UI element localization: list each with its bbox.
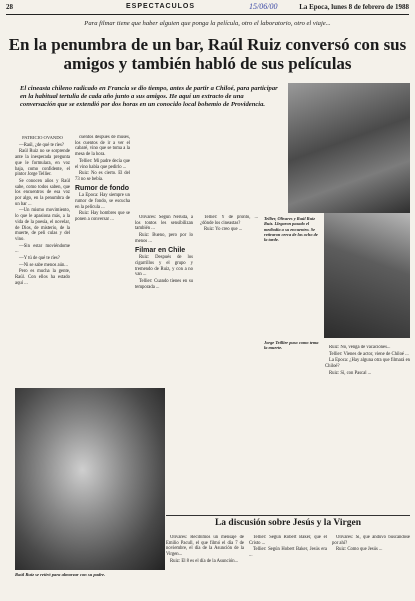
paragraph: Ruiz: Sí, con Pascal ... bbox=[329, 370, 372, 376]
paragraph: —Y tú de qué te ríes? bbox=[19, 256, 60, 262]
sidebar-column-2 bbox=[249, 535, 327, 599]
sidebar-column-3 bbox=[332, 535, 410, 599]
header-rule bbox=[6, 14, 409, 15]
paragraph: La Epoca: ¿Hay alguna otra que filmará en Chiloé? bbox=[325, 358, 410, 370]
photo-caption-b: Jorge Teillier puso como tema la muerte. bbox=[264, 340, 319, 351]
paragraph: Tellier: Según Hobert Baker, Jesús era ... bbox=[249, 547, 327, 559]
paragraph: Ruiz: Como que Jesús ... bbox=[336, 547, 383, 553]
paragraph: Ruiz: No, venga de vacaciones... bbox=[329, 345, 391, 350]
paragraph: —Ni se sabe menos aún... bbox=[19, 262, 68, 268]
section-title: ESPECTACULOS bbox=[126, 3, 196, 10]
paragraph: Ruiz: Hay hombres que se ponen a conversar ... bbox=[75, 211, 130, 223]
paragraph: —Raúl, ¿de qué te ríes? bbox=[19, 142, 64, 148]
issue-date: La Epoca, lunes 8 de febrero de 1988 bbox=[299, 3, 409, 11]
paragraph: Olivares: Según Neruda, a los tontos les sensibilizan también ... bbox=[135, 215, 193, 232]
subhead-rumor: Rumor de fondo bbox=[75, 184, 130, 192]
article-lede: El cineasta chileno radicado en Francia se dio tiempo, antes de partir a Chiloé, para participar en la habitual tertulia de cada año junto a sus amigos. He aquí un extracto de una conversación que se extendió por dos horas en un conocido local bohemio de Providencia. bbox=[20, 85, 278, 109]
article-column-5 bbox=[325, 345, 410, 510]
photo-bar-meeting bbox=[288, 83, 410, 213]
paragraph: Tellier: Cuando tienes en su temporada ... bbox=[135, 279, 193, 290]
page-number: 28 bbox=[6, 3, 13, 11]
paragraph: Se conocen años y Raúl sabe, como todos saben, que los encuentros de esa voz por algo, en la penumbra de un bar ... bbox=[15, 178, 70, 207]
article-column-4 bbox=[200, 215, 258, 515]
paragraph: —Sin estar moviéndome ... bbox=[15, 243, 70, 255]
paragraph: Tellier: Mi padre decía que el vino había que pedirlo ... bbox=[75, 158, 130, 170]
paragraph: Ruiz: Después de los cigarrillos y el grupo y tremendo de Ruiz, y con a no van ... bbox=[135, 255, 193, 278]
byline: PATRICIO OVANDO bbox=[22, 135, 63, 140]
subhead-filmar: Filmar en Chile bbox=[135, 246, 186, 254]
paragraph: Tellier: Según Robert Baker, que el Cristo ... bbox=[249, 535, 327, 546]
paragraph: Ruiz: No es cierto. El del 73 no se bebía. bbox=[75, 171, 130, 182]
paragraph: Olivares: Recibimos un mensaje de Emilio Pacull, el que filmó el día 7 de noviembre, el día de la Asunción de la Virgen... bbox=[166, 535, 244, 558]
sidebar-column-1 bbox=[166, 535, 244, 599]
article-column-2 bbox=[75, 135, 130, 385]
photo-caption-a: Tellier, Olivares y Raúl Ruiz Ruiz. Llegaron pasado el mediodía a su encuentro. Se retiraron cerca de las ocho de la tarde. bbox=[264, 216, 318, 243]
paragraph: cuentos después de muses, los cuentos de ir a ver el cabaré, vino que se toma a la mesa de la hora. bbox=[75, 135, 130, 158]
photo-raul-ruiz bbox=[15, 388, 165, 570]
paragraph: Tellier: Y de pronto, ... ¿dónde los cineastas? bbox=[200, 215, 258, 226]
photo-teillier bbox=[324, 213, 410, 338]
paragraph: Ruiz: Yo creo que ... bbox=[204, 227, 243, 233]
paragraph: Olivares: Sí, que anduvo buscándose por ahí? bbox=[332, 535, 410, 546]
paragraph: —Un mismo movimiento, lo que le apasiona más, a la vida de la poesía, el novelar, de Dios, de misterio, de la muerte, de peli culas y del vino. bbox=[15, 208, 70, 242]
paragraph: Ruiz: El 8 es el día de la Asunción... bbox=[170, 558, 239, 564]
paragraph: Raúl Ruiz no se sorprende ante la inesperada pregunta que le formulara, en voz baja, como confidente, el pintor Jorge Tellier. bbox=[15, 149, 70, 178]
paragraph: Pero es mucha la gente, Raúl. Con ellos ha estado aquí ... bbox=[15, 269, 70, 286]
paragraph: Tellier: Vienes de actor, viene de Chiloé ... bbox=[329, 351, 409, 357]
paragraph: La Epoca: Hay siempre un rumor de fondo, se escucha en la película ... bbox=[75, 193, 130, 210]
article-headline: En la penumbra de un bar, Raúl Ruiz conversó con sus amigos y también habló de sus películas bbox=[8, 35, 407, 73]
article-kicker: Para filmar tiene que haber alguien que ponga la película, otro el laboratorio, otro el viaje... bbox=[84, 20, 331, 27]
page-header bbox=[6, 3, 409, 14]
photo-caption-c: Raúl Ruiz se retiró para almorzar con su padre. bbox=[15, 572, 106, 577]
article-column-1 bbox=[15, 135, 70, 385]
paragraph: Ruiz: Bueno, pero por lo menos ... bbox=[135, 233, 193, 244]
sidebar-headline: La discusión sobre Jesús y la Virgen bbox=[214, 518, 362, 528]
sidebar-box bbox=[166, 515, 410, 601]
handwritten-note: 15/06/00 bbox=[249, 2, 278, 11]
